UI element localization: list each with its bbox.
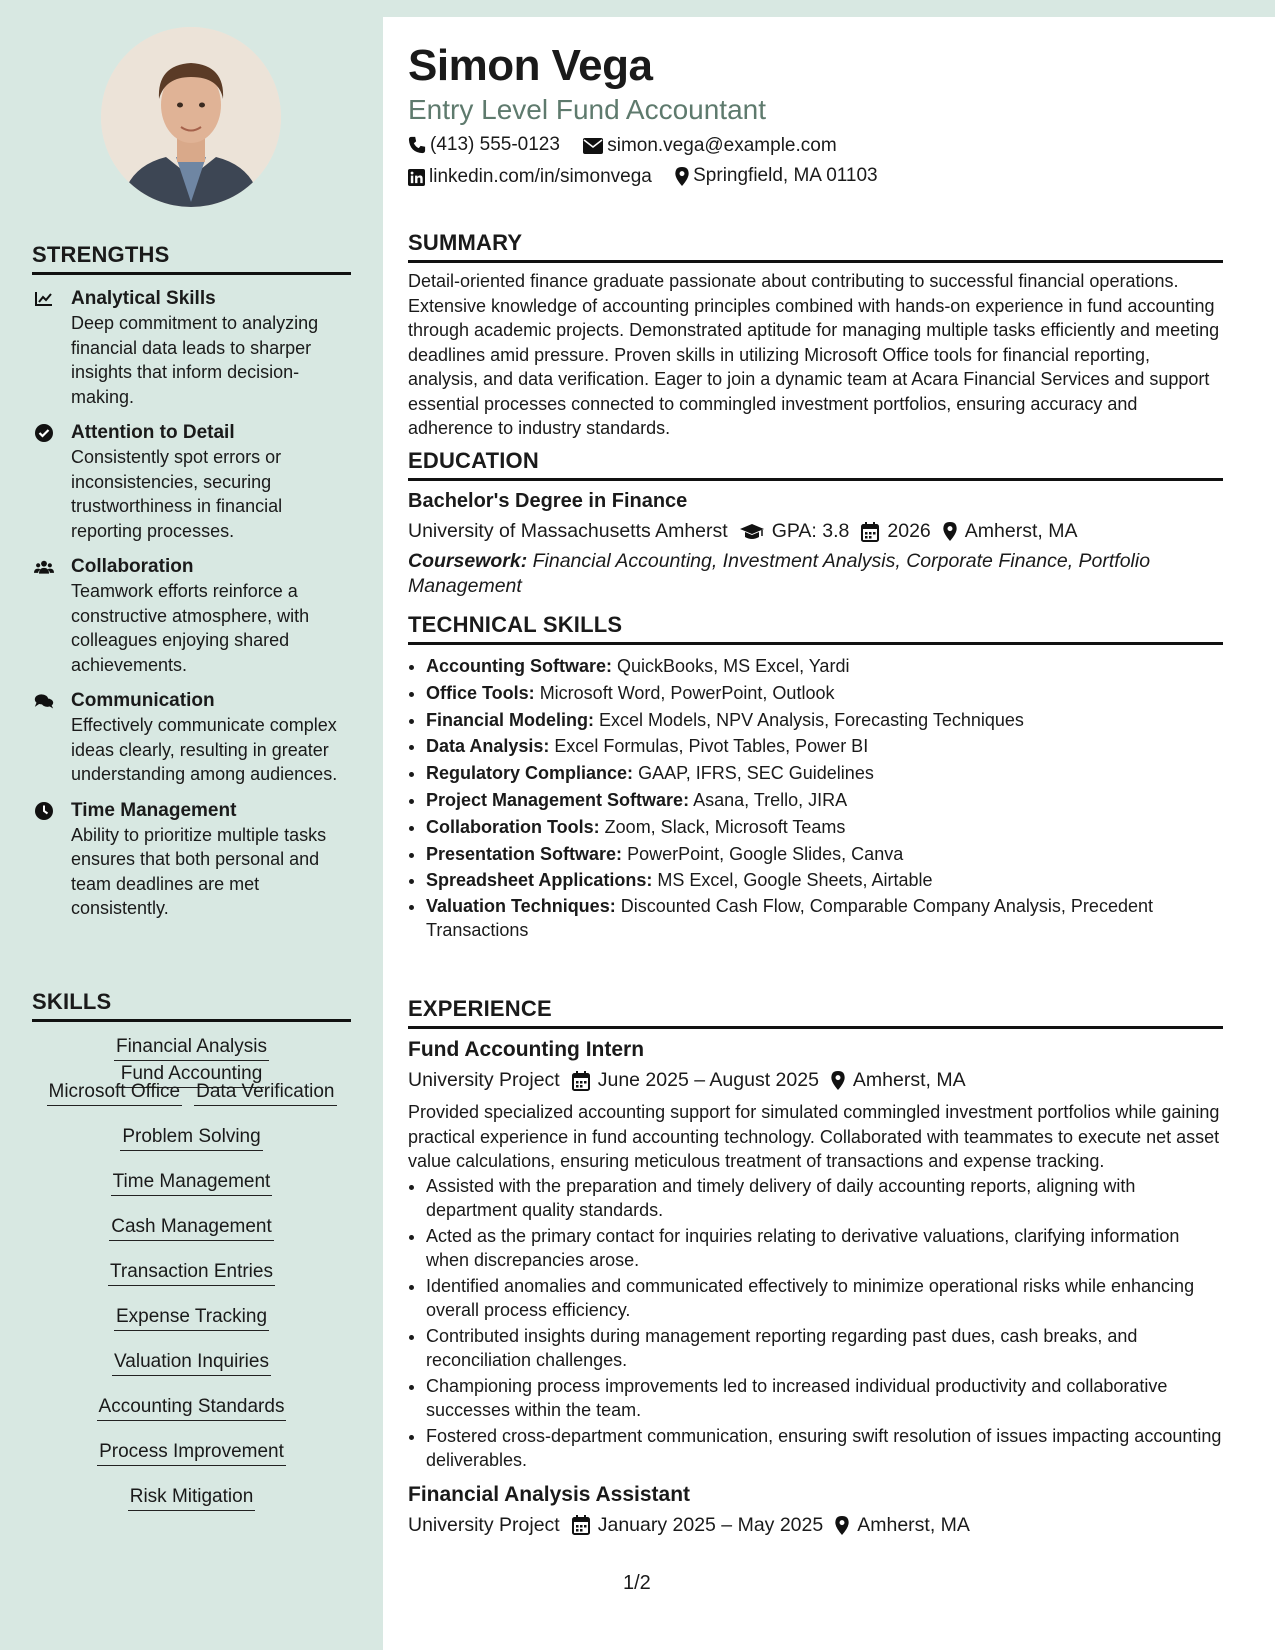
- skill-tag: Risk Mitigation: [128, 1484, 256, 1511]
- job-location-item: [835, 1514, 970, 1537]
- email-text[interactable]: simon.vega@example.com: [607, 135, 837, 156]
- map-pin-icon: [831, 1071, 845, 1090]
- skill-label: Presentation Software:: [426, 843, 623, 864]
- skill-tag: Accounting Standards: [97, 1394, 287, 1421]
- coursework-label: Coursework:: [408, 550, 528, 572]
- linkedin-icon: [408, 169, 425, 186]
- job-bullets: [408, 1174, 1223, 1473]
- experience-title: EXPERIENCE: [408, 996, 1223, 1029]
- contact-row-1: [408, 134, 855, 160]
- summary-title: SUMMARY: [408, 230, 1223, 263]
- job-title: Financial Analysis Assistant: [408, 1482, 691, 1506]
- map-pin-icon: [835, 1516, 849, 1535]
- strength-item: [32, 287, 351, 409]
- email-contact[interactable]: [583, 135, 836, 157]
- technical-skills-title: TECHNICAL SKILLS: [408, 612, 1223, 645]
- job-description: Provided specialized accounting support for simulated commingled investment portfolios while gaining practical experience in fund accounting technology. Collaborated with teammates to execute net asset value calculations, ensuring meticulous treatment of transactions and expense tracking.: [408, 1102, 1220, 1171]
- skill-tag: Valuation Inquiries: [112, 1349, 271, 1376]
- envelope-icon: [583, 138, 603, 154]
- summary-section: [408, 230, 1223, 441]
- list-item: • Assisted with the preparation and timely delivery of daily accounting reports, aligning with department quality standards.: [426, 1174, 1223, 1223]
- school-name: University of Massachusetts Amherst: [408, 520, 728, 542]
- list-item: • Contributed insights during management reporting regarding past dues, cash breaks, and reconciliation challenges.: [426, 1324, 1223, 1373]
- list-item: • Fostered cross-department communication, ensuring swift resolution of issues impacting accounting deliverables.: [426, 1424, 1223, 1473]
- skill-label: Data Analysis:: [426, 736, 550, 757]
- job-location-item: [831, 1069, 966, 1092]
- users-icon: [34, 557, 54, 577]
- list-item: [426, 680, 1223, 707]
- strength-item: [32, 421, 351, 543]
- skills-title: SKILLS: [32, 989, 351, 1022]
- map-pin-icon: [675, 167, 689, 186]
- job-title: Fund Accounting Intern: [408, 1038, 645, 1061]
- skill-tag: Data Verification: [194, 1079, 336, 1106]
- list-item: • Acted as the primary contact for inquiries relating to derivative valuations, clarifying information when discrepancies arose.: [426, 1224, 1223, 1273]
- job-location: Amherst, MA: [852, 1069, 966, 1091]
- job-org: University Project: [408, 1513, 560, 1536]
- list-item: [426, 707, 1223, 734]
- sidebar: [0, 0, 383, 1650]
- skill-value: GAAP, IFRS, SEC Guidelines: [638, 763, 874, 784]
- skill-tag: Transaction Entries: [108, 1259, 275, 1286]
- skill-value: Zoom, Slack, Microsoft Teams: [604, 816, 846, 837]
- skill-tag: Microsoft Office: [47, 1079, 183, 1106]
- education-title: EDUCATION: [408, 448, 1223, 481]
- skill-tag: Process Improvement: [97, 1439, 286, 1466]
- chat-bubbles-icon: [34, 691, 54, 711]
- job-org: University Project: [408, 1069, 560, 1091]
- skill-value: QuickBooks, MS Excel, Yardi: [617, 656, 850, 676]
- strength-name: Time Management: [71, 799, 237, 821]
- graduation-cap-icon: [740, 523, 764, 541]
- gpa-text: GPA: 3.8: [771, 520, 850, 542]
- skill-tag: Problem Solving: [120, 1124, 262, 1151]
- skill-value: Microsoft Word, PowerPoint, Outlook: [539, 682, 835, 703]
- list-item: [426, 733, 1223, 760]
- skills-section: [32, 989, 351, 1529]
- gpa-item: [740, 520, 850, 543]
- list-item: [426, 653, 1223, 680]
- strength-desc: Effectively communicate complex ideas clearly, resulting in greater understanding among audiences.: [71, 715, 338, 784]
- degree: Bachelor's Degree in Finance: [408, 490, 688, 512]
- skill-value: Excel Formulas, Pivot Tables, Power BI: [554, 736, 869, 757]
- education-section: [408, 448, 1223, 599]
- experience-section: [408, 996, 1223, 1537]
- calendar-icon: [572, 1515, 590, 1535]
- list-item: [426, 867, 1223, 894]
- job-dates: January 2025 – May 2025: [597, 1513, 824, 1536]
- skill-label: Collaboration Tools:: [426, 816, 600, 837]
- clock-icon: [34, 801, 54, 821]
- list-item: [426, 787, 1223, 814]
- strengths-title: STRENGTHS: [32, 242, 351, 275]
- list-item: [426, 760, 1223, 787]
- strength-name: Analytical Skills: [71, 288, 216, 309]
- job-meta: [408, 1069, 1223, 1092]
- coursework-text: Financial Accounting, Investment Analysis, Corporate Finance, Portfolio Management: [408, 550, 1151, 597]
- skill-value: Asana, Trello, JIRA: [693, 789, 848, 810]
- calendar-icon: [572, 1071, 590, 1091]
- skill-value: MS Excel, Google Sheets, Airtable: [657, 870, 933, 891]
- skill-label: Office Tools:: [426, 682, 535, 703]
- skill-tag: Expense Tracking: [114, 1304, 269, 1331]
- job-dates-item: [572, 1514, 824, 1537]
- contact-row-2: [408, 165, 896, 192]
- phone-contact: [408, 134, 560, 156]
- strength-name: Communication: [71, 690, 215, 711]
- skill-tag: Cash Management: [109, 1214, 274, 1241]
- skill-label: Spreadsheet Applications:: [426, 870, 653, 891]
- skill-tag: Time Management: [111, 1169, 273, 1196]
- skills-tags: [32, 1034, 351, 1529]
- skill-label: Project Management Software:: [426, 789, 690, 810]
- page-number: 1/2: [623, 1572, 651, 1594]
- skill-value: Discounted Cash Flow, Comparable Company Analysis, Precedent Transactions: [426, 896, 1153, 941]
- list-item: • Championing process improvements led to increased individual productivity and collaborative successes within the team.: [426, 1374, 1223, 1423]
- strength-name: Attention to Detail: [71, 422, 235, 443]
- skill-label: Accounting Software:: [426, 656, 613, 676]
- phone-icon: [408, 136, 426, 154]
- strength-desc: Teamwork efforts reinforce a constructive atmosphere, with colleagues enjoying shared achievements.: [71, 581, 310, 675]
- strength-item: [32, 555, 351, 677]
- phone-text: (413) 555-0123: [430, 134, 560, 155]
- year-item: [861, 520, 930, 543]
- list-item: [426, 814, 1223, 841]
- skill-label: Regulatory Compliance:: [426, 763, 634, 784]
- skill-label: Financial Modeling:: [426, 709, 595, 730]
- edu-location-text: Amherst, MA: [964, 520, 1078, 542]
- linkedin-text[interactable]: linkedin.com/in/simonvega: [429, 166, 652, 187]
- strength-name: Collaboration: [71, 556, 194, 577]
- skill-tag: Fund Accounting: [119, 1061, 265, 1088]
- map-pin-icon: [943, 522, 957, 541]
- main-content: [383, 17, 1275, 1650]
- location-contact: [675, 165, 878, 187]
- skill-label: Valuation Techniques:: [426, 896, 616, 917]
- coursework: [408, 549, 1223, 599]
- strength-desc: Ability to prioritize multiple tasks ensures that both personal and team deadlines are met consistently.: [71, 824, 327, 918]
- job-entry: [408, 1038, 1223, 1473]
- strengths-section: [32, 242, 351, 921]
- job-dates-item: [572, 1069, 819, 1092]
- technical-skills-section: [408, 612, 1223, 942]
- list-item: [426, 841, 1223, 868]
- skill-tag: Financial Analysis: [114, 1034, 269, 1061]
- calendar-icon: [861, 522, 879, 542]
- strength-desc: Consistently spot errors or inconsistencies, securing trustworthiness in financial reporting processes.: [71, 447, 283, 541]
- location-text: Springfield, MA 01103: [693, 165, 878, 186]
- job-entry: [408, 1483, 1223, 1537]
- summary-text: Detail-oriented finance graduate passionate about contributing to successful financial operations. Extensive knowledge of accounting principles combined with hands-on experience in fund accounting through academic projects. Demonstrated aptitude for managing multiple tasks efficiently and meeting deadlines amid pressure. Proven skills in utilizing Microsoft Office tools for financial reporting, analysis, and data verification. Eager to join a dynamic team at Acara Financial Services and support essential processes connected to commingled investment portfolios, ensuring accuracy and adherence to industry standards.: [408, 271, 1220, 438]
- chart-line-icon: [34, 289, 54, 309]
- education-meta: [408, 520, 1223, 543]
- strength-item: [32, 689, 351, 787]
- skill-value: Excel Models, NPV Analysis, Forecasting Techniques: [599, 709, 1024, 730]
- skill-value: PowerPoint, Google Slides, Canva: [627, 843, 904, 864]
- candidate-name: Simon Vega: [408, 41, 653, 90]
- job-meta: [408, 1514, 1223, 1537]
- year-text: 2026: [887, 520, 931, 542]
- strength-desc: Deep commitment to analyzing financial data leads to sharper insights that inform decision-making.: [71, 313, 319, 407]
- strength-item: [32, 799, 351, 921]
- job-title-heading: Entry Level Fund Accountant: [408, 94, 766, 125]
- list-item: • Identified anomalies and communicated effectively to minimize operational risks while enhancing overall process efficiency.: [426, 1274, 1223, 1323]
- profile-photo: [101, 27, 281, 207]
- job-dates: June 2025 – August 2025: [597, 1069, 819, 1091]
- technical-skills-list: [408, 653, 1223, 942]
- list-item: [426, 894, 1223, 942]
- job-location: Amherst, MA: [857, 1513, 970, 1536]
- check-circle-icon: [34, 423, 54, 443]
- edu-location-item: [943, 520, 1078, 543]
- linkedin-contact[interactable]: [408, 166, 652, 188]
